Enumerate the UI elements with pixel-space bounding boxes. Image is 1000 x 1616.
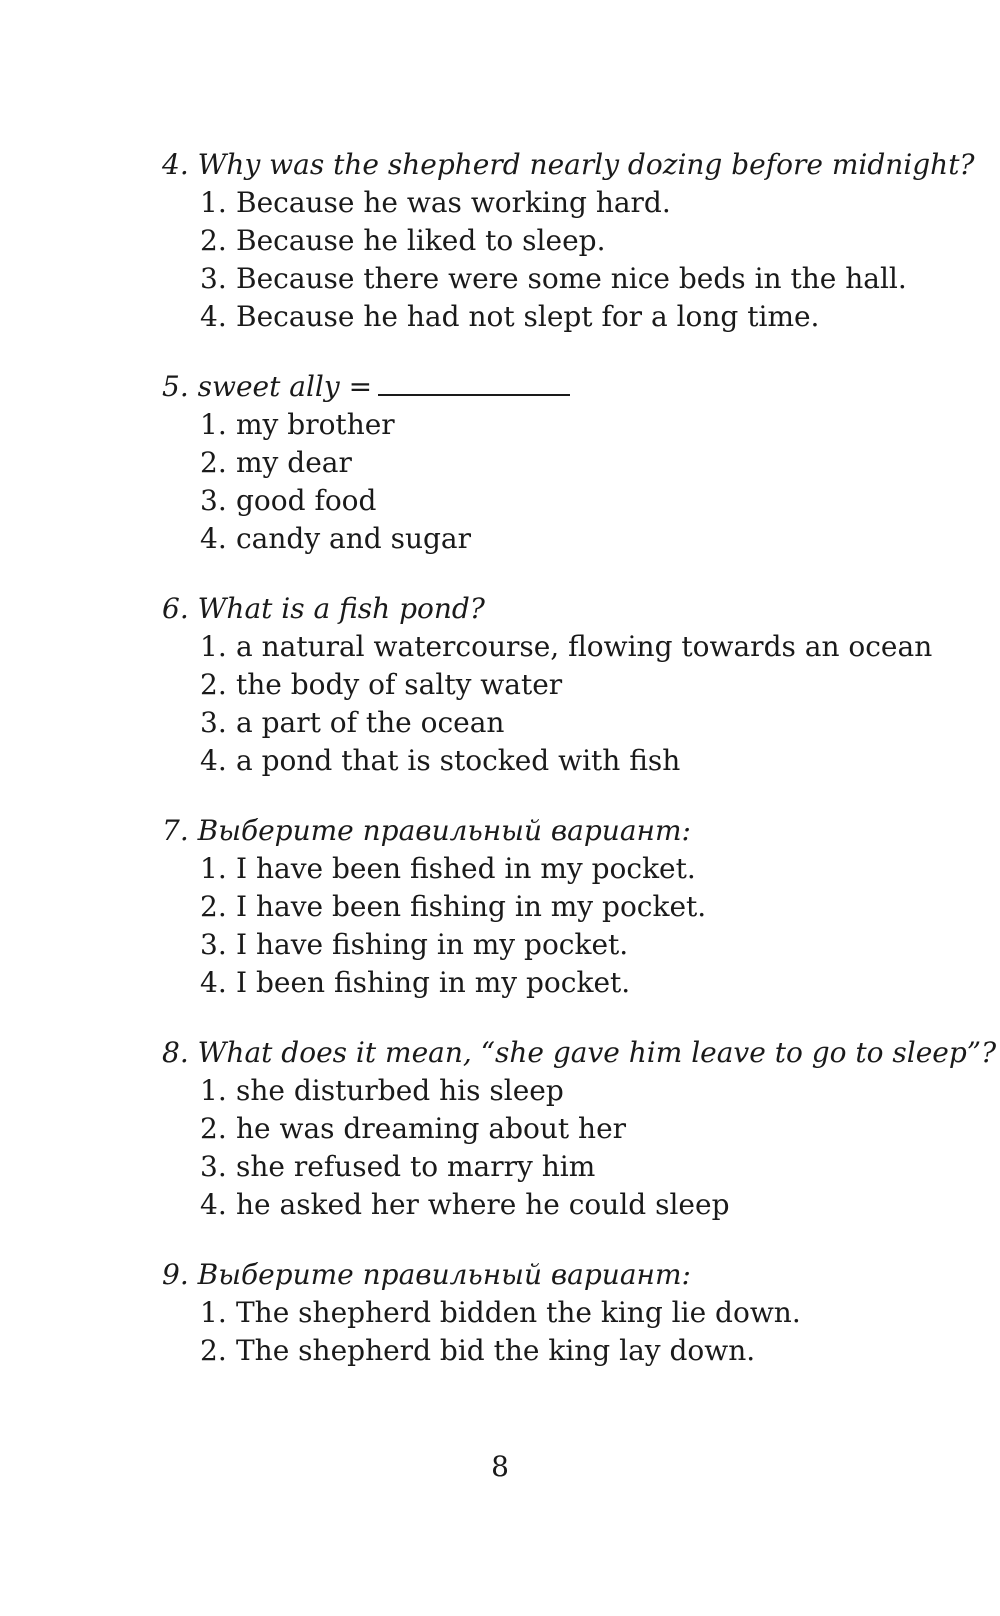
question-prompt [162, 812, 962, 850]
option-number: 3. [200, 706, 227, 739]
question-text: What is a fish pond? [197, 592, 485, 625]
answer-option [200, 628, 962, 666]
option-text: candy and sugar [236, 522, 472, 555]
option-number: 1. [200, 630, 227, 663]
answer-option [200, 742, 962, 780]
question-text: sweet ally = [197, 370, 373, 403]
option-text: Because he was working hard. [236, 186, 671, 219]
option-text: Because he liked to sleep. [236, 224, 606, 257]
option-text: The shepherd bidden the king lie down. [236, 1296, 801, 1329]
page-number: 8 [491, 1450, 509, 1483]
question-7 [162, 812, 962, 1002]
answer-option [200, 298, 962, 336]
question-number: 9. [162, 1258, 189, 1291]
option-number: 3. [200, 1150, 227, 1183]
option-number: 1. [200, 852, 227, 885]
answer-option [200, 222, 962, 260]
option-text: a part of the ocean [236, 706, 505, 739]
answer-option [200, 184, 962, 222]
answer-options [162, 1294, 962, 1370]
answer-option [200, 704, 962, 742]
question-prompt [162, 146, 975, 184]
answer-option [200, 1186, 962, 1224]
option-number: 3. [200, 928, 227, 961]
option-text: The shepherd bid the king lay down. [236, 1334, 756, 1367]
option-number: 4. [200, 744, 227, 777]
question-text: What does it mean, “she gave him leave to go to sleep”? [197, 1036, 997, 1069]
option-text: she refused to marry him [236, 1150, 596, 1183]
question-number: 8. [162, 1036, 189, 1069]
answer-option [200, 260, 962, 298]
option-text: I have been fishing in my pocket. [236, 890, 707, 923]
option-number: 4. [200, 966, 227, 999]
option-number: 1. [200, 1296, 227, 1329]
option-text: good food [236, 484, 377, 517]
answer-options [162, 184, 962, 336]
option-number: 4. [200, 300, 227, 333]
option-text: I been fishing in my pocket. [236, 966, 631, 999]
question-text: Выберите правильный вариант: [197, 814, 691, 847]
answer-option [200, 520, 962, 558]
option-text: a natural watercourse, flowing towards an ocean [236, 630, 933, 663]
option-text: Because there were some nice beds in the hall. [236, 262, 907, 295]
option-number: 1. [200, 408, 227, 441]
option-text: my dear [236, 446, 352, 479]
question-9 [162, 1256, 962, 1370]
option-number: 2. [200, 446, 227, 479]
question-number: 7. [162, 814, 189, 847]
answer-options [162, 1072, 962, 1224]
option-number: 4. [200, 1188, 227, 1221]
answer-option [200, 850, 962, 888]
answer-option [200, 964, 962, 1002]
option-number: 2. [200, 224, 227, 257]
option-number: 2. [200, 1112, 227, 1145]
option-number: 3. [200, 484, 227, 517]
answer-blank [378, 368, 570, 396]
option-text: the body of salty water [236, 668, 563, 701]
question-5 [162, 368, 962, 558]
answer-option [200, 406, 962, 444]
option-number: 1. [200, 186, 227, 219]
answer-option [200, 482, 962, 520]
option-text: she disturbed his sleep [236, 1074, 564, 1107]
option-text: a pond that is stocked with fish [236, 744, 681, 777]
option-number: 4. [200, 522, 227, 555]
option-text: he asked her where he could sleep [236, 1188, 730, 1221]
question-text: Why was the shepherd nearly dozing before midnight? [197, 148, 975, 181]
question-prompt [162, 590, 962, 628]
answer-option [200, 1332, 962, 1370]
question-4 [162, 146, 975, 336]
option-number: 3. [200, 262, 227, 295]
option-text: I have been fished in my pocket. [236, 852, 696, 885]
answer-option [200, 1072, 962, 1110]
question-prompt [162, 1256, 962, 1294]
question-8 [162, 1034, 997, 1224]
answer-options [162, 406, 962, 558]
option-number: 2. [200, 668, 227, 701]
option-text: Because he had not slept for a long time. [236, 300, 820, 333]
option-text: he was dreaming about her [236, 1112, 627, 1145]
answer-option [200, 1148, 962, 1186]
question-prompt [162, 1034, 997, 1072]
question-text: Выберите правильный вариант: [197, 1258, 691, 1291]
answer-option [200, 444, 962, 482]
question-number: 4. [162, 148, 189, 181]
question-prompt [162, 368, 962, 406]
option-text: I have fishing in my pocket. [236, 928, 629, 961]
answer-options [162, 850, 962, 1002]
answer-option [200, 888, 962, 926]
question-6 [162, 590, 962, 780]
answer-option [200, 1110, 962, 1148]
option-text: my brother [236, 408, 395, 441]
option-number: 2. [200, 890, 227, 923]
answer-option [200, 1294, 962, 1332]
answer-option [200, 926, 962, 964]
option-number: 1. [200, 1074, 227, 1107]
option-number: 2. [200, 1334, 227, 1367]
question-number: 6. [162, 592, 189, 625]
answer-options [162, 628, 962, 780]
question-number: 5. [162, 370, 189, 403]
answer-option [200, 666, 962, 704]
